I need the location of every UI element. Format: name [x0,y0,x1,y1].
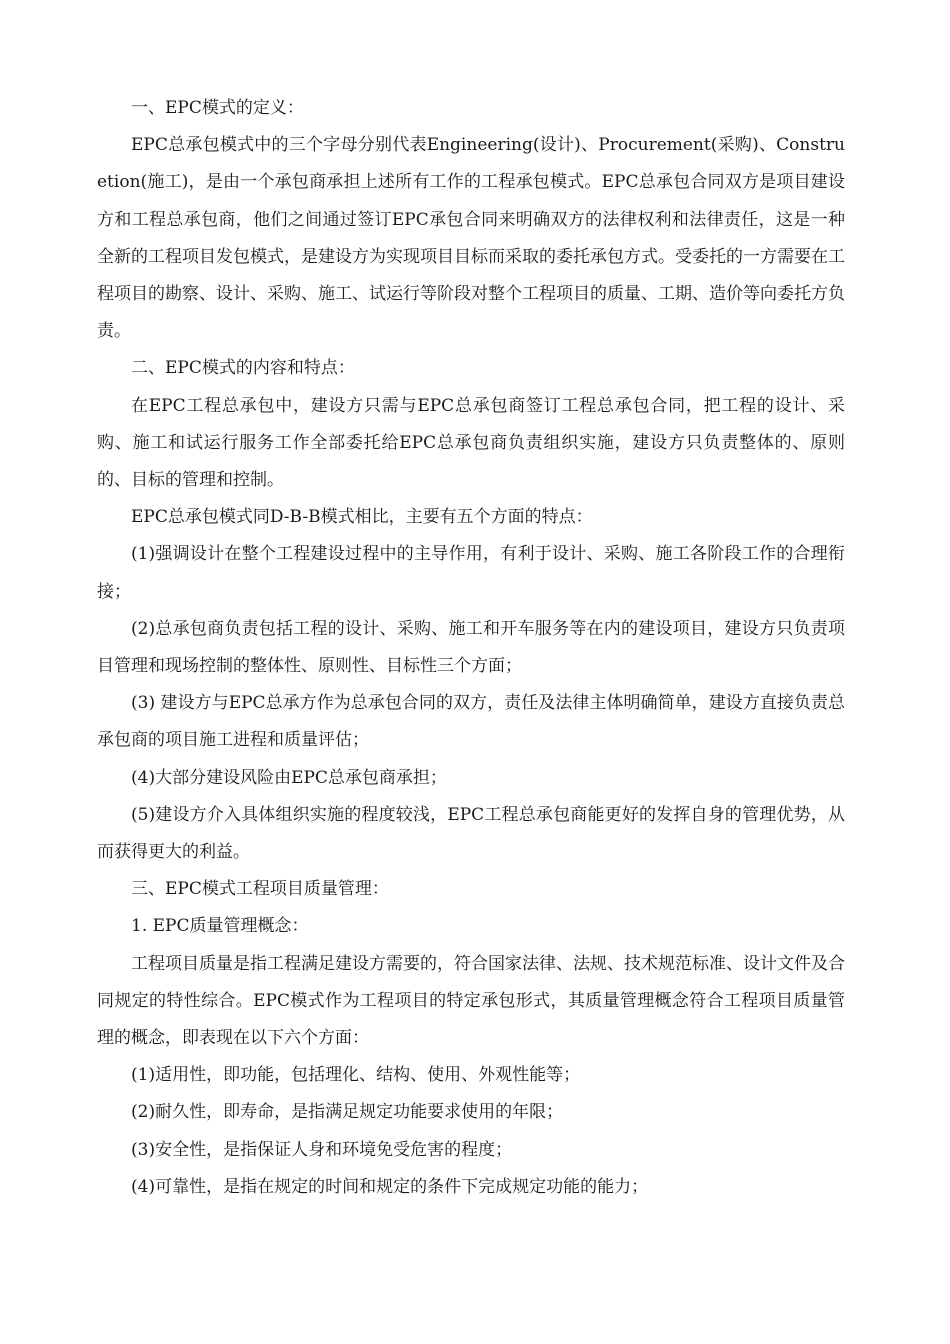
list-item-quality-4: (4)可靠性，是指在规定的时间和规定的条件下完成规定功能的能力； [131,1176,649,1197]
subsection-heading-quality-concept: 1. EPC质量管理概念： [131,916,309,937]
list-item-quality-1: (1)适用性，即功能，包括理化、结构、使用、外观性能等； [131,1065,581,1086]
list-item-feature-1: (1)强调设计在整个工程建设过程中的主导作用，有利于设计、采购、施工各阶段工作的合理衔接； [97,544,845,602]
list-item-feature-4: (4)大部分建设风险由EPC总承包商承担； [131,767,447,788]
section-heading-3: 三、EPC模式工程项目质量管理： [131,879,389,900]
section-heading-1: 一、EPC模式的定义： [131,98,304,118]
document-page [97,90,845,1206]
list-item-quality-2: (2)耐久性，即寿命，是指满足规定功能要求使用的年限； [131,1102,564,1123]
paragraph-epc-features-intro: EPC总承包模式同D-B-B模式相比，主要有五个方面的特点： [131,507,593,528]
paragraph-quality-concept: 工程项目质量是指工程满足建设方需要的，符合国家法律、法规、技术规范标准、设计文件及合同规定的特性综合。EPC模式作为工程项目的特定承包形式，其质量管理概念符合工程项目质量管理的概念，即表现在以下六个方面： [97,953,845,1049]
section-heading-2: 二、EPC模式的内容和特点： [131,358,355,379]
list-item-feature-2: (2)总承包商负责包括工程的设计、采购、施工和开车服务等在内的建设项目，建设方只负责项目管理和现场控制的整体性、原则性、目标性三个方面； [97,618,845,677]
paragraph-epc-definition: EPC总承包模式中的三个字母分别代表Engineering(设计)、Procurement(采购)、Construetion(施工)，是由一个承包商承担上述所有工作的工程承包模式。EPC总承包合同双方是项目建设方和工程总承包商，他们之间通过签订EPC承包合同来明确双方的法律权利和法律责任，这是一种全新的工程项目发包模式，是建设方为实现项目目标而采取的委托承包方式。受委托的一方需要在工程项目的勘察、设计、采购、施工、试运行等阶段对整个工程项目的质量、工期、造价等向委托方负责。 [97,135,845,342]
paragraph-epc-content: 在EPC工程总承包中，建设方只需与EPC总承包商签订工程总承包合同，把工程的设计、采购、施工和试运行服务工作全部委托给EPC总承包商负责组织实施，建设方只负责整体的、原则的、目标的管理和控制。 [97,395,845,491]
list-item-feature-3: (3) 建设方与EPC总承方作为总承包合同的双方，责任及法律主体明确简单，建设方直接负责总承包商的项目施工进程和质量评估； [97,693,845,751]
list-item-quality-3: (3)安全性，是指保证人身和环境免受危害的程度； [131,1139,513,1160]
list-item-feature-5: (5)建设方介入具体组织实施的程度较浅，EPC工程总承包商能更好的发挥自身的管理优势，从而获得更大的利益。 [97,804,845,863]
